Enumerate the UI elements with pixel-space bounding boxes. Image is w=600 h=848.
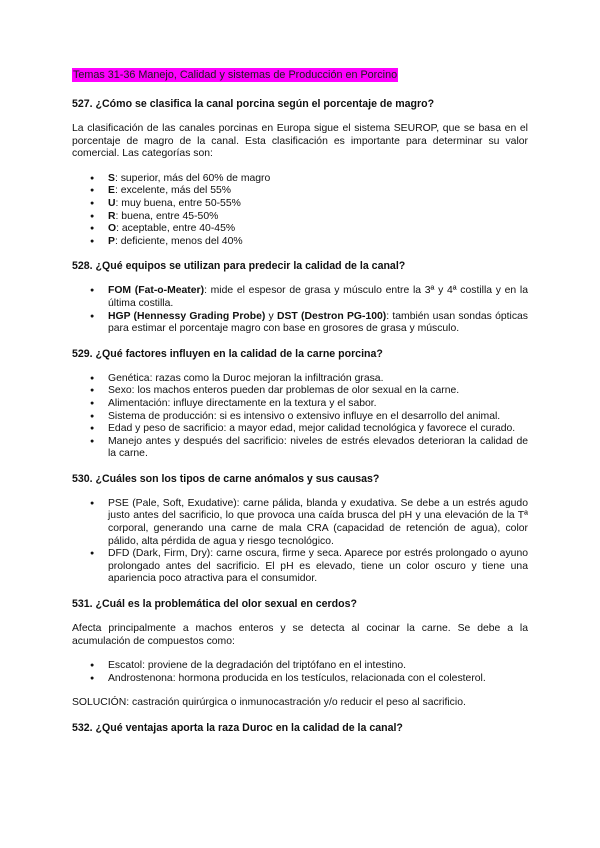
list-item: ● R: buena, entre 45-50% [108, 211, 528, 224]
paragraph-531-solution: SOLUCIÓN: castración quirúrgica o inmunocastración y/o reducir el peso al sacrificio. [72, 697, 466, 709]
list-item: ● FOM (Fat-o-Meater): mide el espesor de grasa y músculo entre la 3ª y 4ª costilla y en la última costilla. [108, 285, 528, 310]
list-item: ● Sexo: los machos enteros pueden dar problemas de olor sexual en la carne. [108, 385, 528, 398]
list-item: ● PSE (Pale, Soft, Exudative): carne pálida, blanda y exudativa. Se debe a un estrés agudo justo antes del sacrificio, lo que provoca una caída brusca del pH y una elevación de la Tª corporal, generando una carne de mala CRA (capacidad de retención de agua), color pálido, alta pérdida de agua y riesgo tecnológico. [108, 498, 528, 548]
question-530: 530. ¿Cuáles son los tipos de carne anómalos y sus causas? [72, 472, 380, 485]
list-item: ● Alimentación: influye directamente en la textura y el sabor. [108, 398, 528, 411]
list-528 [72, 285, 528, 335]
question-531: 531. ¿Cuál es la problemática del olor sexual en cerdos? [72, 598, 357, 611]
list-item: ● U: muy buena, entre 50-55% [108, 198, 528, 211]
paragraph-527-intro: La clasificación de las canales porcinas en Europa sigue el sistema SEUROP, que se basa en el porcentaje de magro de la canal. Esta clasificación es importante para determinar su valor comercial. Las categorías son: [72, 123, 528, 160]
list-item: ● HGP (Hennessy Grading Probe) y DST (Destron PG-100): también usan sondas ópticas para estimar el porcentaje magro con base en grosores de grasa y músculo. [108, 311, 528, 336]
list-530 [72, 498, 528, 586]
document-page [72, 68, 528, 747]
list-item: ● S: superior, más del 60% de magro [108, 173, 528, 186]
list-item: ● Manejo antes y después del sacrificio: niveles de estrés elevados deterioran la calidad de la carne. [108, 436, 528, 461]
list-item: ● O: aceptable, entre 40-45% [108, 223, 528, 236]
question-529: 529. ¿Qué factores influyen en la calidad de la carne porcina? [72, 347, 383, 360]
list-item: ● Escatol: proviene de la degradación del triptófano en el intestino. [108, 660, 528, 673]
paragraph-531-intro: Afecta principalmente a machos enteros y se detecta al cocinar la carne. Se debe a la acumulación de compuestos como: [72, 623, 528, 647]
list-527 [72, 173, 528, 249]
list-529 [72, 373, 528, 461]
question-532: 532. ¿Qué ventajas aporta la raza Duroc en la calidad de la canal? [72, 722, 403, 734]
list-item: ● DFD (Dark, Firm, Dry): carne oscura, firme y seca. Aparece por estrés prolongado o ayuno prolongado antes del sacrificio. El pH es elevado, tiene un color oscuro y tiene una apariencia poco atractiva para el consumidor. [108, 548, 528, 586]
list-item: ● Genética: razas como la Duroc mejoran la infiltración grasa. [108, 373, 528, 386]
list-item: ● Sistema de producción: si es intensivo o extensivo influye en el desarrollo del animal. [108, 411, 528, 424]
list-item: ● Edad y peso de sacrificio: a mayor edad, mejor calidad tecnológica y favorece el curado. [108, 423, 528, 436]
document-title: Temas 31-36 Manejo, Calidad y sistemas de Producción en Porcino [73, 69, 398, 81]
list-item: ● P: deficiente, menos del 40% [108, 236, 528, 249]
list-item: ● Androstenona: hormona producida en los testículos, relacionada con el colesterol. [108, 673, 528, 686]
question-527: 527. ¿Cómo se clasifica la canal porcina según el porcentaje de magro? [72, 98, 435, 110]
question-528: 528. ¿Qué equipos se utilizan para predecir la calidad de la canal? [72, 260, 406, 273]
list-531 [72, 660, 528, 685]
list-item: ● E: excelente, más del 55% [108, 185, 528, 198]
